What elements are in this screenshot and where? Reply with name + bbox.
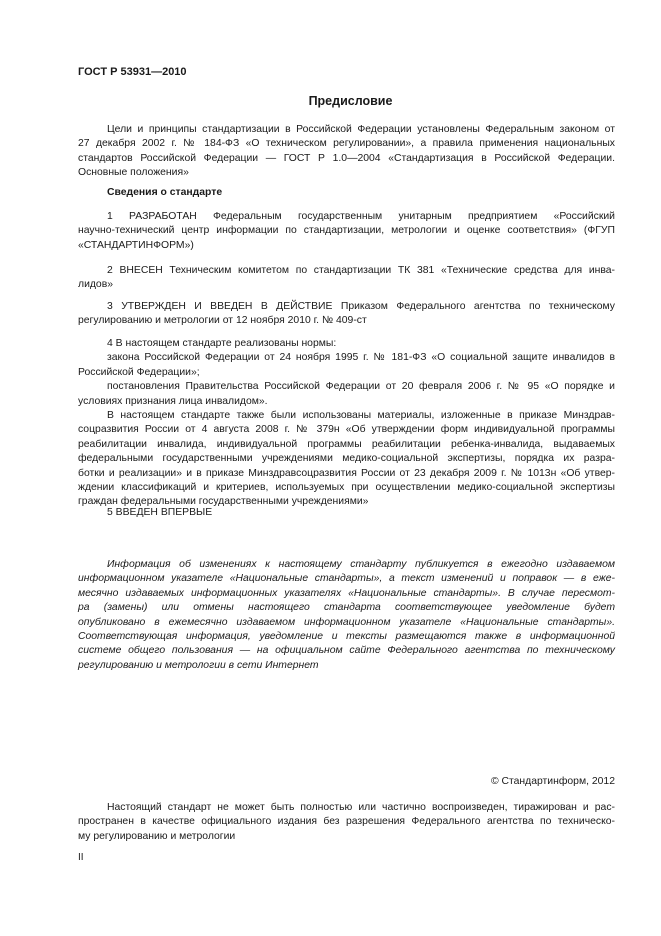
text-line: постановления Правительства Российской Федерации от 20 февраля 2006 г. № 95 «О порядке и xyxy=(107,381,615,393)
text-line: 2 ВНЕСЕН Техническим комитетом по стандартизации ТК 381 «Технические средства для инва- xyxy=(107,265,615,276)
document-number: ГОСТ Р 53931—2010 xyxy=(78,66,187,78)
section-heading xyxy=(78,186,615,200)
text-line: Цели и принципы стандартизации в Российской Федерации установлены Федеральным законом от xyxy=(107,124,615,135)
text-line: В настоящем стандарте также были использованы материалы, изложенные в приказе Минздрав- xyxy=(107,409,615,421)
text-line: месячно издаваемых информационных указателях «Национальные стандарты». В случае пересмот- xyxy=(78,587,615,599)
text-line: пространен в качестве официального издания без разрешения Федерального агентства по техническо- xyxy=(78,816,615,828)
text-line: закона Российской Федерации от 24 ноября 1995 г. № 181-ФЗ «О социальной защите инвалидов в xyxy=(107,352,615,364)
text-line: му регулированию и метрологии xyxy=(78,830,236,842)
text-line: реабилитации инвалида, индивидуальной программы реабилитации ребенка-инвалида, выдаваемых xyxy=(78,438,615,450)
text-line: 27 декабря 2002 г. № 184-ФЗ «О техническом регулировании», а правила применения национальных xyxy=(78,138,615,150)
text-line: 4 В настоящем стандарте реализованы нормы: xyxy=(107,338,337,349)
text-line: 3 УТВЕРЖДЕН И ВВЕДЕН В ДЕЙСТВИЕ Приказом Федерального агентства по техническому xyxy=(107,301,615,312)
text-line: ра (замены) или отмены настоящего стандарта соответствующее уведомление будет xyxy=(78,602,615,614)
item-3-paragraph xyxy=(78,300,615,329)
text-line: 1 РАЗРАБОТАН Федеральным государственным унитарным предприятием «Российский xyxy=(107,211,615,222)
text-line: Соответствующая информация, уведомление и тексты размещаются также в информационной xyxy=(78,630,615,642)
text-line: федеральными государственными учреждениями медико-социальной экспертизы, порядка их разра- xyxy=(78,453,615,465)
text-line: «СТАНДАРТИНФОРМ») xyxy=(78,239,194,251)
item-4-paragraph xyxy=(78,337,615,510)
text-line: условиях признания лица инвалидом». xyxy=(78,395,268,407)
heading-text: Сведения о стандарте xyxy=(107,187,223,198)
text-line: стандартов Российской Федерации — ГОСТ Р 1.0—2004 «Стандартизация в Российской Федерации. xyxy=(78,152,615,164)
text-line: граждан федеральными государственными учреждениями» xyxy=(78,496,369,508)
item-2-paragraph xyxy=(78,264,615,293)
text-line: информационном указателе «Национальные стандарты», а текст изменений и поправок — в ежe- xyxy=(78,573,615,585)
text-line: Основные положения» xyxy=(78,167,189,179)
text-line: Информация об изменениях к настоящему стандарту публикуется в ежегодно издаваемом xyxy=(107,559,615,570)
text-line: 5 ВВЕДЕН ВПЕРВЫЕ xyxy=(107,507,213,518)
page-title: Предисловие xyxy=(308,94,393,108)
text-line: соцразвития России от 4 августа 2008 г. № 379н «Об утверждении форм индивидуальной программы xyxy=(78,424,615,436)
text-line: научно-технический центр информации по стандартизации, метрологии и оценке соответствия» (ФГУП xyxy=(78,225,615,237)
text-line: Российской Федерации»; xyxy=(78,366,200,378)
text-line: ждении классификаций и критериев, используемых при осуществлении медико-социальной экспертизы xyxy=(78,481,615,493)
item-1-paragraph xyxy=(78,210,615,253)
preamble-paragraph xyxy=(78,123,615,181)
page-number: II xyxy=(78,852,84,863)
footer-paragraph xyxy=(78,801,615,844)
notice-paragraph xyxy=(78,558,615,673)
copyright-notice: © Стандартинформ, 2012 xyxy=(490,776,615,787)
item-5-paragraph xyxy=(78,506,615,520)
text-line: опубликовано в ежемесячно издаваемом информационном указателе «Национальные стандарты». xyxy=(78,616,615,628)
text-line: Настоящий стандарт не может быть полностью или частично воспроизведен, тиражирован и рас- xyxy=(107,802,615,813)
text-line: системе общего пользования — на официальном сайте Федерального агентства по техническому xyxy=(78,645,615,657)
text-line: регулированию и метрологии в сети Интернет xyxy=(78,659,319,671)
text-line: лидов» xyxy=(78,279,114,291)
text-line: ботки и реализации» и в приказе Минздравсоцразвития России от 23 декабря 2009 г. № 1013н «Об утвер- xyxy=(78,467,615,479)
text-line: регулированию и метрологии от 12 ноября 2010 г. № 409-ст xyxy=(78,315,367,327)
